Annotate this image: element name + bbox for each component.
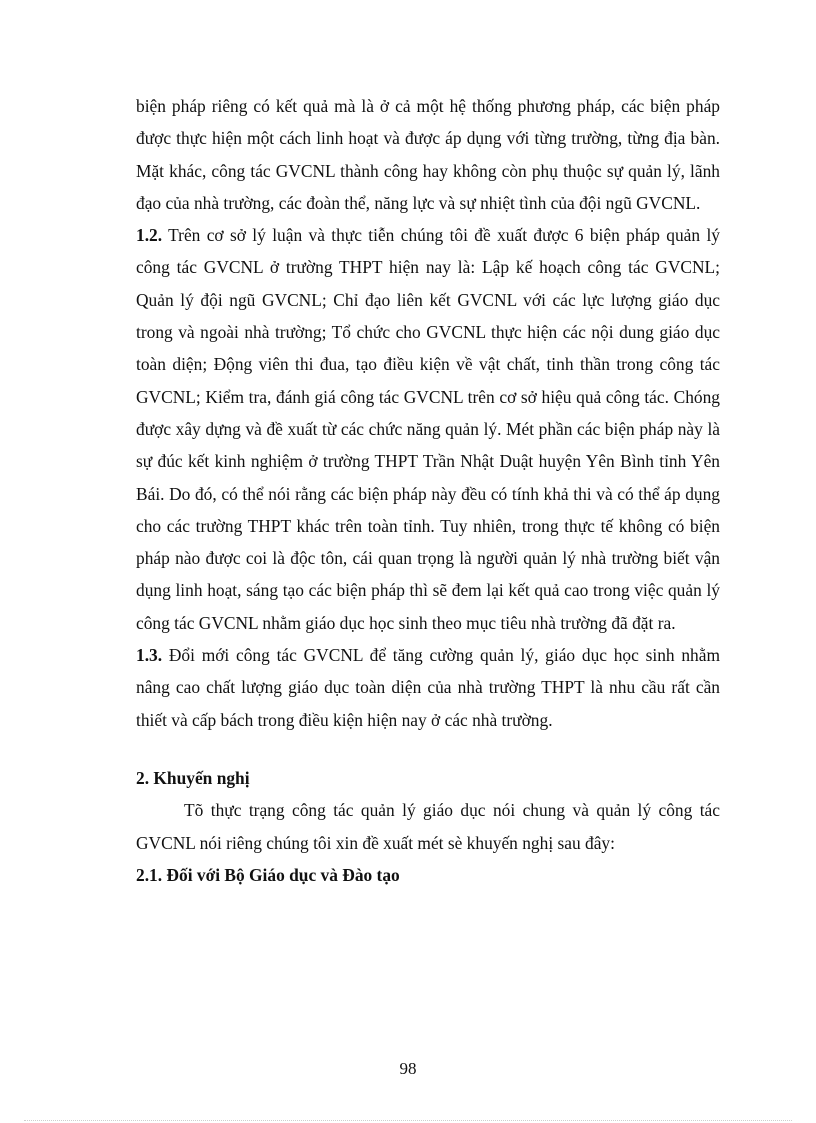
conclusion-1-3-text: Đổi mới công tác GVCNL để tăng cường quản lý, giáo dục học sinh nhằm nâng cao chất lượng giáo dục toàn diện của nhà trường THPT là nhu cầu rất cần thiết và cấp bách trong điều kiện hiện nay ở các nhà trường. (136, 645, 720, 730)
page-body (136, 90, 720, 891)
conclusion-1-2-paragraph (136, 219, 720, 639)
section-spacer (136, 736, 720, 762)
conclusion-1-3-number: 1.3. (136, 645, 163, 666)
section-2-heading: 2. Khuyến nghị (136, 767, 250, 788)
conclusion-1-3-paragraph (136, 639, 720, 736)
section-2-intro: Tõ thực trạng công tác quản lý giáo dục nói chung và quản lý công tác GVCNL nói riêng chúng tôi xin đề xuất mét sè khuyến nghị sau đây: (136, 800, 720, 853)
intro-paragraph: biện pháp riêng có kết quả mà là ở cả một hệ thống phương pháp, các biện pháp được thực hiện một cách linh hoạt và được áp dụng với từng trường, từng địa bàn. Mặt khác, công tác GVCNL thành công hay không còn phụ thuộc sự quản lý, lãnh đạo của nhà trường, các đoàn thể, năng lực và sự nhiệt tình của đội ngũ GVCNL. (136, 96, 720, 213)
subsection-2-1-heading: 2.1. Đối với Bộ Giáo dục và Đào tạo (136, 864, 400, 885)
conclusion-1-2-text: Trên cơ sở lý luận và thực tiễn chúng tôi đề xuất được 6 biện pháp quản lý công tác GVCNL ở trường THPT hiện nay là: Lập kế hoạch công tác GVCNL; Quản lý đội ngũ GVCNL; Chỉ đạo liên kết GVCNL với các lực lượng giáo dục trong và ngoài nhà trường; Tổ chức cho GVCNL thực hiện các nội dung giáo dục toàn diện; Động viên thi đua, tạo điều kiện về vật chất, tinh thần trong công tác GVCNL; Kiểm tra, đánh giá công tác GVCNL trên cơ sở hiệu quả công tác. Chóng được xây dựng và đề xuất từ các chức năng quản lý. Mét phần các biện pháp này là sự đúc kết kinh nghiệm ở trường THPT Trần Nhật Duật huyện Yên Bình tỉnh Yên Bái. Do đó, có thể nói rằng các biện pháp này đều có tính khả thi và có thể áp dụng cho các trường THPT khác trên toàn tỉnh. Tuy nhiên, trong thực tế không có biện pháp nào được coi là độc tôn, cái quan trọng là người quản lý nhà trường biết vận dụng linh hoạt, sáng tạo các biện pháp thì sẽ đem lại kết quả cao trong việc quản lý công tác GVCNL nhằm giáo dục học sinh theo mục tiêu nhà trường đã đặt ra. (136, 225, 720, 633)
page-bottom-divider (24, 1120, 792, 1121)
conclusion-1-2-number: 1.2. (136, 225, 163, 246)
page-number: 98 (399, 1059, 417, 1078)
